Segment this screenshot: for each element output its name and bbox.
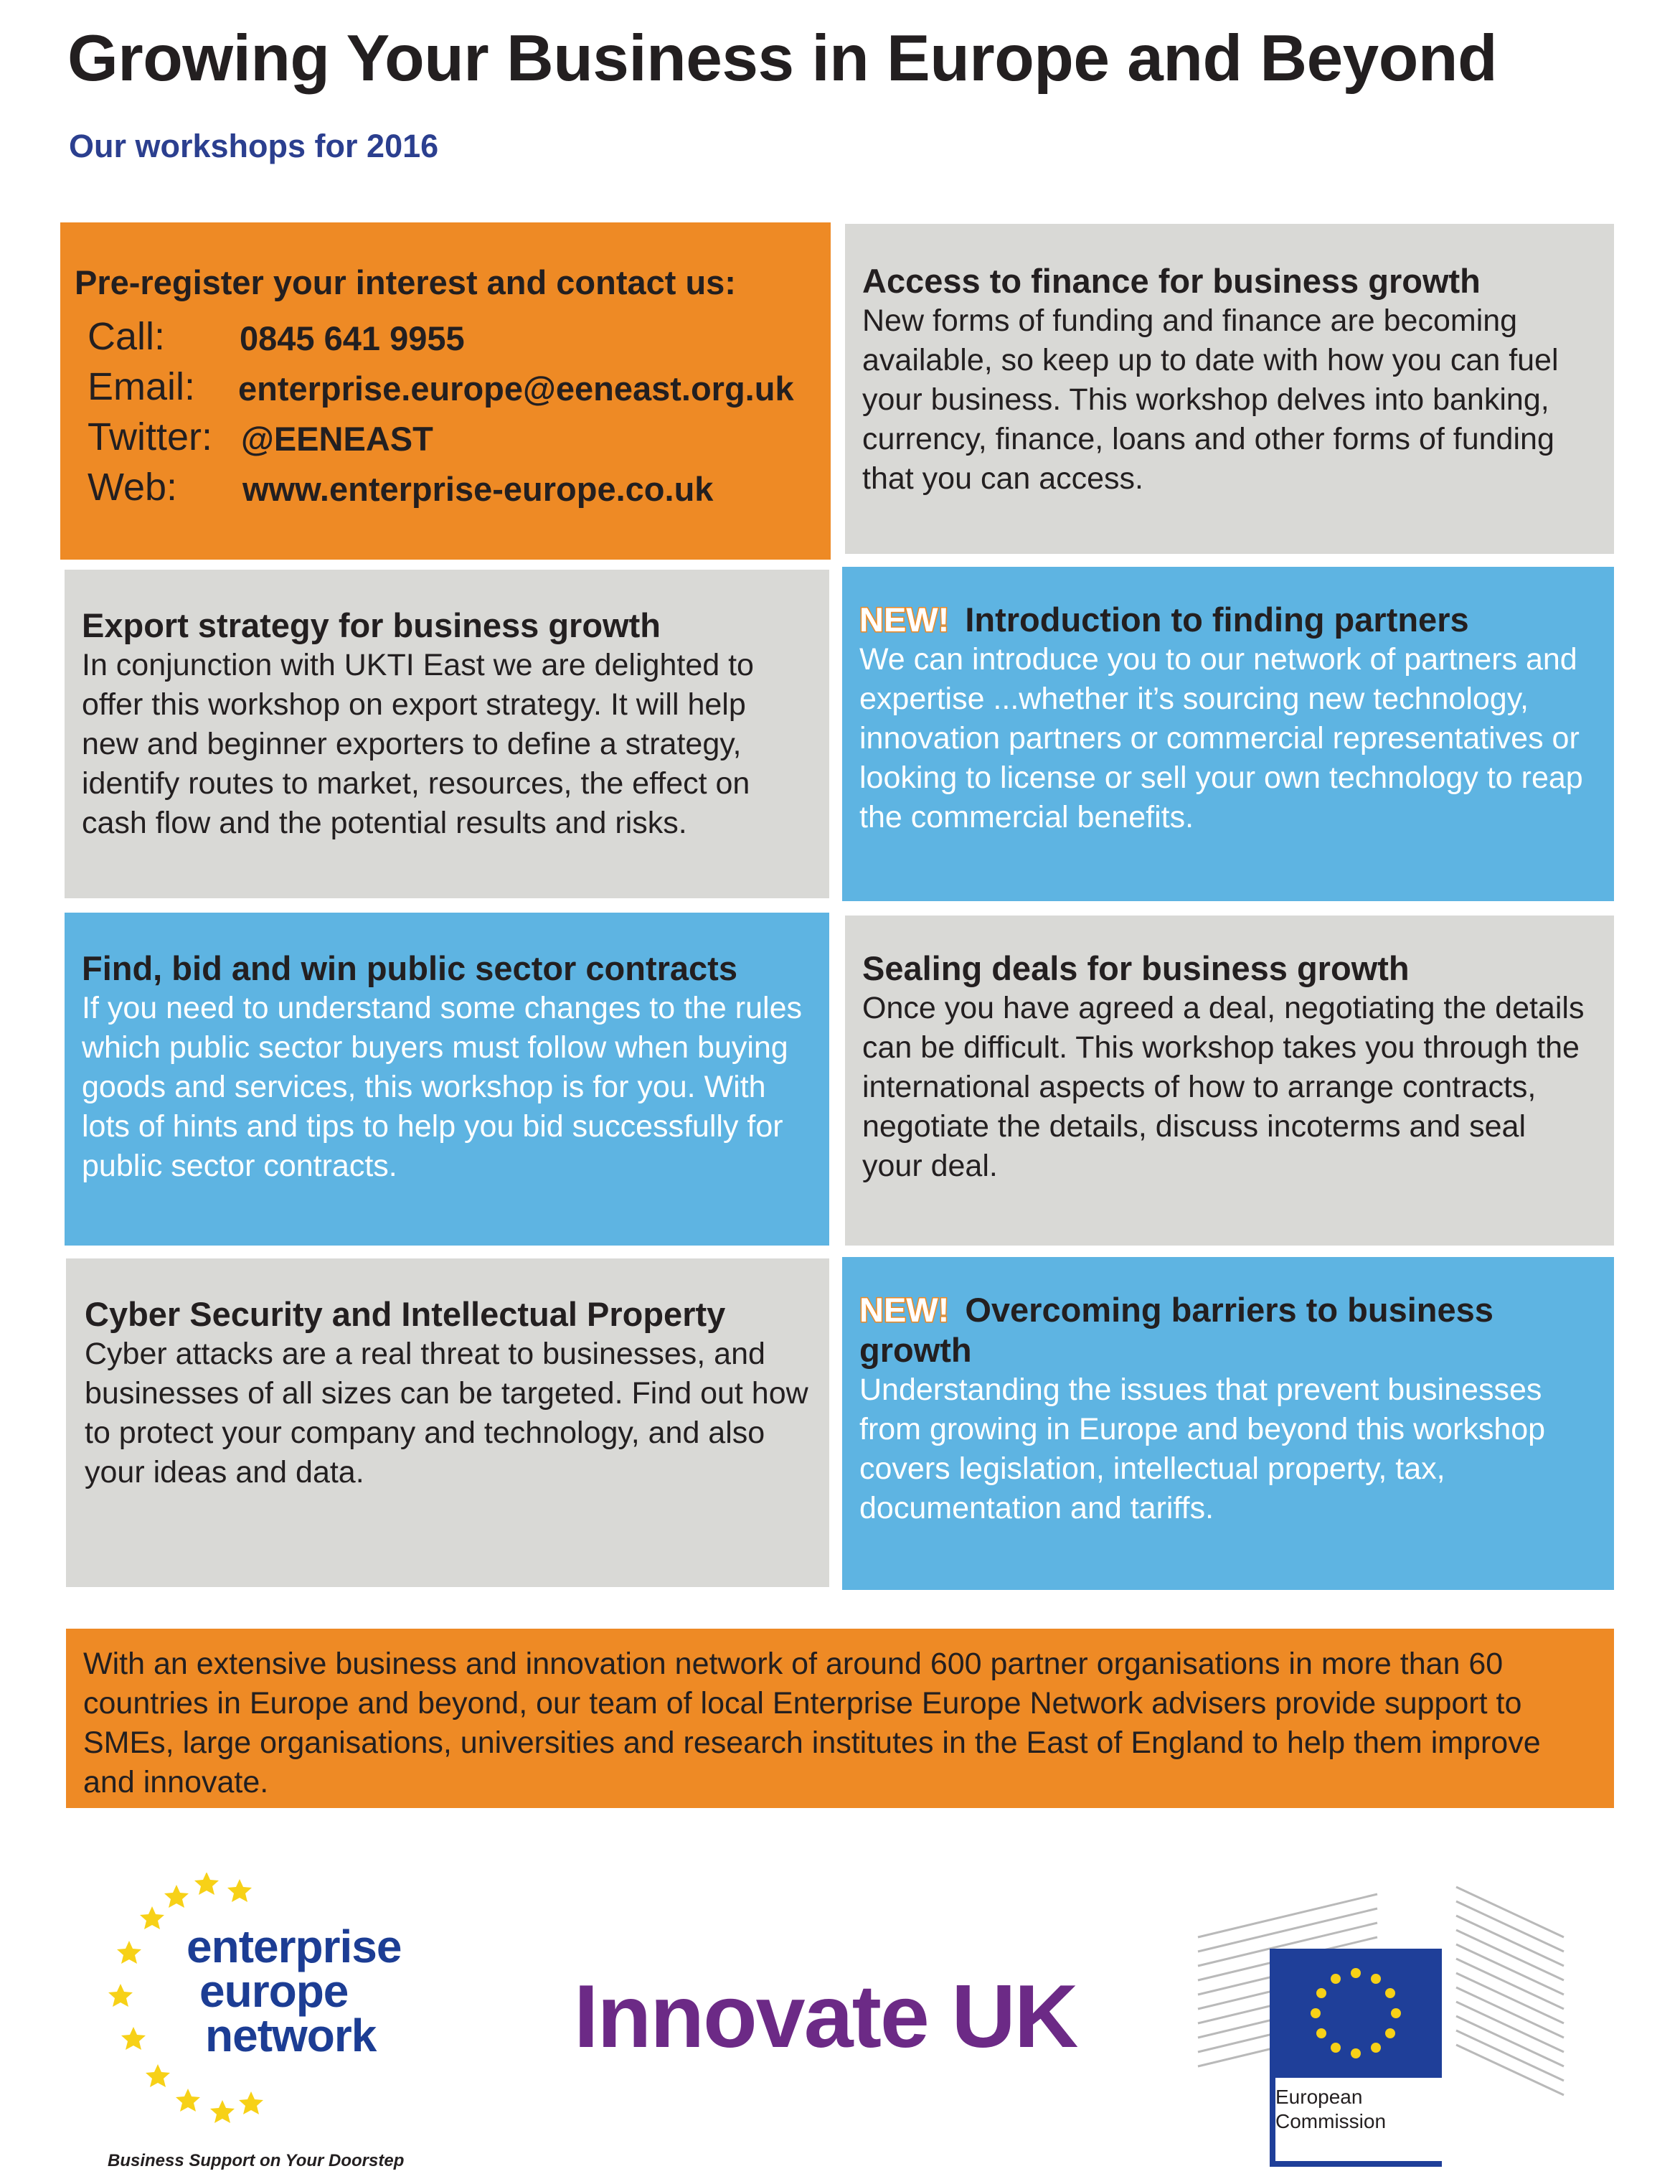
workshop-cyber-security — [66, 1258, 829, 1587]
workshop-description: In conjunction with UKTI East we are delighted to offer this workshop on export strategy. It will help new and beginner exporters to define a strategy, identify routes to market, resources, the effect on cash flow and the potential results and risks. — [82, 648, 754, 840]
new-badge: NEW! — [859, 601, 950, 639]
een-word-1: enterprise — [187, 1921, 402, 1972]
ec-label-line1: European — [1275, 2086, 1363, 2108]
ec-label-line2: Commission — [1275, 2110, 1387, 2132]
workshop-title: Cyber Security and Intellectual Property — [85, 1295, 726, 1333]
een-word-3: network — [205, 2010, 377, 2061]
contact-web-label: Web: — [88, 466, 178, 509]
new-badge: NEW! — [859, 1291, 950, 1329]
workshop-title — [859, 1290, 1592, 1370]
workshop-title-text: Overcoming barriers to business growth — [859, 1291, 1493, 1369]
workshop-description: Cyber attacks are a real threat to businesses, and businesses of all sizes can be targeted. Find out how to protect your company and technology, and also your ideas and data. — [85, 1337, 808, 1489]
network-info-text: With an extensive business and innovation network of around 600 partner organisations in more than 60 countries in Europe and beyond, our team of local Enterprise Europe Network advisers provide support to SMEs, large organisations, universities and research institutes in the East of England to help them improve and innovate. — [83, 1647, 1541, 1799]
workshop-title: Access to finance for business growth — [862, 262, 1481, 300]
workshop-finding-partners — [842, 567, 1614, 901]
contact-call-label: Call: — [88, 315, 166, 358]
contact-heading: Pre-register your interest and contact us: — [75, 263, 736, 301]
een-wordmark — [187, 1921, 402, 2061]
contact-phone[interactable]: 0845 641 9955 — [240, 319, 465, 357]
page-subtitle: Our workshops for 2016 — [69, 128, 439, 164]
contact-twitter-label: Twitter: — [88, 415, 213, 458]
workshop-title-text: Introduction to finding partners — [965, 601, 1469, 639]
workshop-description: New forms of funding and finance are becoming available, so keep up to date with how you can fuel your business. This workshop delves into banking, currency, finance, loans and other forms of funding that you can access. — [862, 303, 1559, 496]
workshop-title: Export strategy for business growth — [82, 606, 661, 644]
ec-label — [1275, 2085, 1386, 2134]
een-word-2: europe — [199, 1965, 349, 2017]
workshop-description: If you need to understand some changes to the rules which public sector buyers must follow when buying goods and services, this workshop is for you. With lots of hints and tips to help you bid successfully for public sector contracts. — [82, 991, 802, 1183]
workshop-title: Find, bid and win public sector contracts — [82, 949, 737, 987]
innovate-uk-logo: Innovate UK — [574, 1967, 1077, 2066]
enterprise-europe-network-logo — [108, 1873, 416, 2174]
contact-box — [60, 222, 831, 560]
workshop-description: Once you have agreed a deal, negotiating the details can be difficult. This workshop takes you through the international aspects of how to arrange contracts, negotiate the details, discuss incoterms and seal your deal. — [862, 991, 1585, 1183]
contact-email-link[interactable]: enterprise.europe@eeneast.org.uk — [238, 370, 794, 408]
european-commission-logo — [1191, 1880, 1578, 2174]
workshop-description: We can introduce you to our network of partners and expertise ...whether it’s sourcing new technology, innovation partners or commercial representatives or looking to license or sell your own technology to reap the commercial benefits. — [859, 642, 1583, 834]
workshop-title: Sealing deals for business growth — [862, 949, 1410, 987]
workshop-overcoming-barriers — [842, 1257, 1614, 1590]
workshop-public-sector-contracts — [65, 913, 829, 1246]
contact-twitter-link[interactable]: @EENEAST — [241, 420, 433, 458]
een-tagline: Business Support on Your Doorstep — [108, 2151, 405, 2170]
workshop-description: Understanding the issues that prevent businesses from growing in Europe and beyond this workshop covers legislation, intellectual property, tax, documentation and tariffs. — [859, 1373, 1546, 1525]
contact-web-link[interactable]: www.enterprise-europe.co.uk — [242, 470, 714, 508]
workshop-access-to-finance — [845, 224, 1614, 554]
network-info-box — [66, 1629, 1614, 1808]
page-title: Growing Your Business in Europe and Beyond — [67, 22, 1498, 95]
workshop-sealing-deals — [845, 916, 1614, 1246]
contact-email-label: Email: — [88, 365, 196, 408]
workshop-title — [859, 600, 1585, 640]
workshop-export-strategy — [65, 570, 829, 898]
